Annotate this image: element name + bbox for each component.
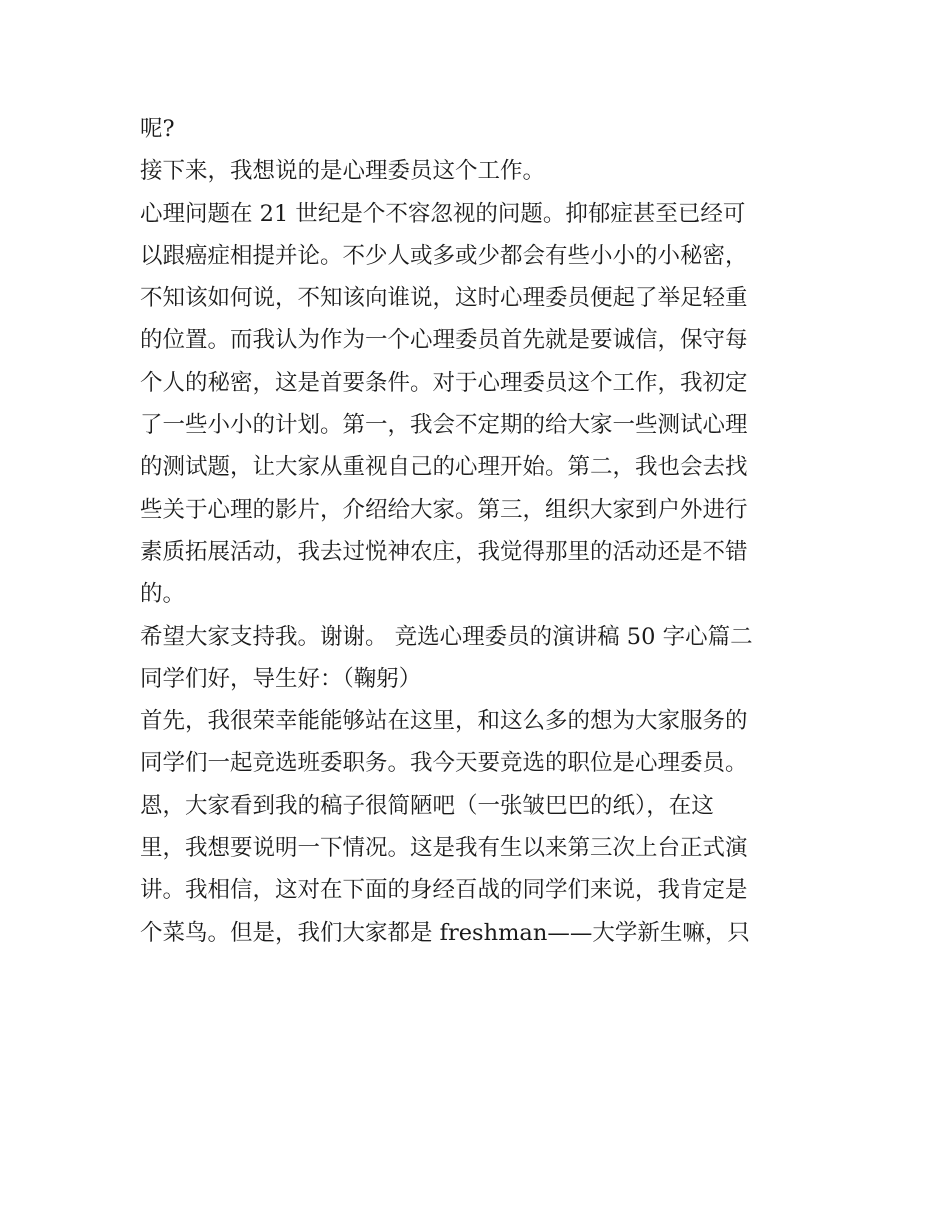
text-line: 了一些小小的计划。第一，我会不定期的给大家一些测试心理	[140, 412, 748, 439]
text-line: 里，我想要说明一下情况。这是我有生以来第三次上台正式演	[140, 835, 748, 862]
text-line: 以跟癌症相提并论。不少人或多或少都会有些小小的小秘密，	[140, 242, 748, 269]
text-line: 接下来，我想说的是心理委员这个工作。	[140, 158, 546, 185]
text-line: 些关于心理的影片，介绍给大家。第三，组织大家到户外进行	[140, 496, 748, 523]
text-line: 不知该如何说，不知该向谁说，这时心理委员便起了举足轻重	[140, 285, 748, 312]
text-line: 个菜鸟。但是，我们大家都是 freshman——大学新生嘛，只	[140, 919, 750, 946]
text-line: 心理问题在 21 世纪是个不容忽视的问题。抑郁症甚至已经可	[140, 200, 746, 227]
text-line: 同学们一起竞选班委职务。我今天要竞选的职位是心理委员。	[140, 750, 748, 777]
text-line: 呢?	[140, 116, 175, 142]
text-line: 个人的秘密，这是首要条件。对于心理委员这个工作，我初定	[140, 369, 748, 396]
text-line: 讲。我相信，这对在下面的身经百战的同学们来说，我肯定是	[140, 877, 748, 904]
text-line: 希望大家支持我。谢谢。 竞选心理委员的演讲稿 50 字心篇二	[140, 623, 753, 650]
text-line: 的测试题，让大家从重视自己的心理开始。第二，我也会去找	[140, 454, 748, 481]
text-line: 首先，我很荣幸能能够站在这里，和这么多的想为大家服务的	[140, 708, 748, 735]
text-line: 同学们好，导生好：（鞠躬）	[140, 665, 422, 692]
text-line: 素质拓展活动，我去过悦神农庄，我觉得那里的活动还是不错	[140, 538, 748, 565]
document-body	[140, 108, 820, 954]
text-line: 的位置。而我认为作为一个心理委员首先就是要诚信，保守每	[140, 327, 748, 354]
text-line: 恩，大家看到我的稿子很简陋吧（一张皱巴巴的纸），在这	[140, 792, 714, 819]
text-line: 的。	[140, 581, 186, 608]
